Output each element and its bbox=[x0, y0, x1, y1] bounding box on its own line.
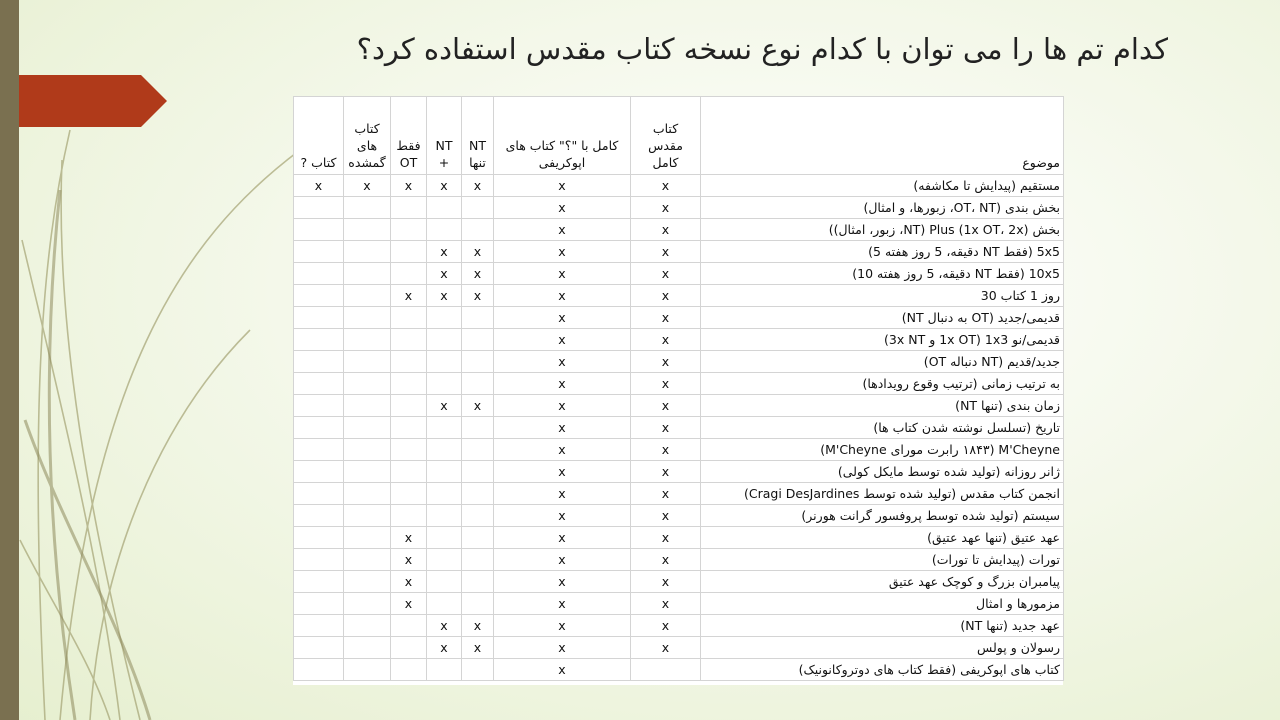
table-row bbox=[294, 329, 1064, 351]
table-cell-mark: x bbox=[427, 395, 462, 417]
table-cell-mark bbox=[462, 373, 494, 395]
table-row bbox=[294, 571, 1064, 593]
table-header-row bbox=[294, 97, 1064, 175]
table-cell-mark bbox=[294, 571, 344, 593]
table-cell-topic: مستقیم (پیدایش تا مکاشفه) bbox=[701, 175, 1064, 197]
table-cell-topic: زمان بندی (تنها NT) bbox=[701, 395, 1064, 417]
table-cell-topic: انجمن کتاب مقدس (تولید شده توسط Cragi DesJardines) bbox=[701, 483, 1064, 505]
table-cell-mark bbox=[462, 659, 494, 681]
table-cell-mark bbox=[391, 219, 427, 241]
table-row bbox=[294, 417, 1064, 439]
table-cell-mark: x bbox=[462, 175, 494, 197]
table-cell-mark bbox=[631, 659, 701, 681]
table-cell-mark bbox=[344, 219, 391, 241]
table-row bbox=[294, 615, 1064, 637]
table-row bbox=[294, 439, 1064, 461]
table-cell-mark bbox=[294, 527, 344, 549]
table-cell-mark: x bbox=[631, 615, 701, 637]
table-cell-topic: رسولان و پولس bbox=[701, 637, 1064, 659]
table-row bbox=[294, 351, 1064, 373]
table-cell-mark bbox=[294, 637, 344, 659]
table-cell-mark bbox=[294, 197, 344, 219]
slide-title: کدام تم ها را می توان با کدام نوع نسخه کتاب مقدس استفاده کرد؟ bbox=[356, 32, 1168, 66]
table-cell-mark bbox=[344, 659, 391, 681]
table-cell-mark bbox=[294, 483, 344, 505]
table-cell-mark bbox=[294, 461, 344, 483]
table-cell-topic: عهد عتیق (تنها عهد عتیق) bbox=[701, 527, 1064, 549]
table-cell-mark: x bbox=[494, 351, 631, 373]
table-cell-mark bbox=[294, 549, 344, 571]
column-header: کامل با "؟" کتاب های اپوکریفی bbox=[494, 97, 631, 175]
table-cell-mark bbox=[427, 593, 462, 615]
table-cell-mark: x bbox=[494, 549, 631, 571]
table-cell-mark bbox=[391, 505, 427, 527]
table-cell-mark bbox=[294, 263, 344, 285]
table-cell-mark bbox=[294, 417, 344, 439]
table-cell-mark: x bbox=[391, 593, 427, 615]
table-cell-mark: x bbox=[494, 615, 631, 637]
table-cell-mark: x bbox=[427, 175, 462, 197]
table-cell-mark bbox=[391, 307, 427, 329]
table-cell-mark bbox=[427, 549, 462, 571]
table-cell-mark bbox=[462, 329, 494, 351]
table-cell-topic: جدید/قدیم (NT دنباله OT) bbox=[701, 351, 1064, 373]
table-cell-mark bbox=[462, 439, 494, 461]
table-cell-mark bbox=[427, 505, 462, 527]
table-cell-mark bbox=[391, 417, 427, 439]
table-cell-mark: x bbox=[631, 263, 701, 285]
table-cell-mark: x bbox=[494, 219, 631, 241]
table-cell-mark: x bbox=[462, 241, 494, 263]
table-cell-mark bbox=[294, 351, 344, 373]
table-cell-mark bbox=[462, 461, 494, 483]
table-cell-mark bbox=[462, 417, 494, 439]
table-row bbox=[294, 593, 1064, 615]
table-cell-mark: x bbox=[631, 637, 701, 659]
table-cell-mark bbox=[427, 307, 462, 329]
table-cell-mark bbox=[462, 593, 494, 615]
table-row bbox=[294, 659, 1064, 681]
table-cell-topic: M'Cheyne (۱۸۴۳ رابرت مورای M'Cheyne) bbox=[701, 439, 1064, 461]
column-header: NT + bbox=[427, 97, 462, 175]
table-cell-mark: x bbox=[631, 329, 701, 351]
table-row bbox=[294, 373, 1064, 395]
table-cell-mark: x bbox=[294, 175, 344, 197]
table-cell-topic: ژانر روزانه (تولید شده توسط مایکل کولی) bbox=[701, 461, 1064, 483]
table-cell-mark: x bbox=[494, 637, 631, 659]
column-header: کتاب مقدس کامل bbox=[631, 97, 701, 175]
table-cell-mark: x bbox=[631, 175, 701, 197]
table-cell-mark bbox=[391, 373, 427, 395]
table-row bbox=[294, 483, 1064, 505]
table-cell-mark bbox=[344, 571, 391, 593]
table-cell-mark bbox=[427, 417, 462, 439]
table-row bbox=[294, 505, 1064, 527]
table-cell-mark bbox=[427, 373, 462, 395]
table-cell-mark bbox=[391, 659, 427, 681]
table-cell-topic: پیامبران بزرگ و کوچک عهد عتیق bbox=[701, 571, 1064, 593]
table-cell-mark: x bbox=[631, 197, 701, 219]
table-cell-mark bbox=[391, 637, 427, 659]
table-cell-mark bbox=[462, 307, 494, 329]
table-cell-mark bbox=[391, 329, 427, 351]
table-cell-mark: x bbox=[631, 351, 701, 373]
table-cell-mark: x bbox=[494, 263, 631, 285]
table-cell-mark: x bbox=[494, 373, 631, 395]
table-cell-mark: x bbox=[631, 219, 701, 241]
table-cell-mark bbox=[294, 659, 344, 681]
table-row bbox=[294, 263, 1064, 285]
table-cell-mark bbox=[344, 461, 391, 483]
table-cell-mark bbox=[344, 615, 391, 637]
table-cell-mark bbox=[344, 483, 391, 505]
table-cell-mark bbox=[391, 395, 427, 417]
table-cell-mark: x bbox=[391, 175, 427, 197]
table-cell-mark bbox=[344, 417, 391, 439]
table-cell-mark bbox=[427, 329, 462, 351]
themes-table bbox=[293, 96, 1064, 681]
table-cell-mark bbox=[391, 439, 427, 461]
table-cell-mark bbox=[427, 527, 462, 549]
table-cell-mark: x bbox=[494, 395, 631, 417]
table-cell-mark: x bbox=[391, 549, 427, 571]
table-cell-mark: x bbox=[494, 285, 631, 307]
table-cell-mark: x bbox=[631, 439, 701, 461]
table-cell-mark bbox=[294, 505, 344, 527]
table-row bbox=[294, 175, 1064, 197]
table-cell-mark bbox=[294, 241, 344, 263]
table-cell-topic: تورات (پیدایش تا تورات) bbox=[701, 549, 1064, 571]
table-cell-topic: کتاب های اپوکریفی (فقط کتاب های دوتروکانونیک) bbox=[701, 659, 1064, 681]
table-cell-mark: x bbox=[494, 417, 631, 439]
table-cell-mark: x bbox=[494, 527, 631, 549]
table-cell-mark bbox=[344, 197, 391, 219]
table-cell-mark: x bbox=[427, 263, 462, 285]
table-cell-mark: x bbox=[494, 461, 631, 483]
table-cell-mark bbox=[294, 285, 344, 307]
table-cell-mark bbox=[344, 329, 391, 351]
table-row bbox=[294, 219, 1064, 241]
table-row bbox=[294, 197, 1064, 219]
table-cell-mark bbox=[391, 263, 427, 285]
table-cell-mark bbox=[427, 439, 462, 461]
table-cell-mark: x bbox=[631, 461, 701, 483]
column-header: فقط OT bbox=[391, 97, 427, 175]
table-cell-mark bbox=[344, 593, 391, 615]
table-cell-mark: x bbox=[462, 615, 494, 637]
table-cell-mark bbox=[344, 637, 391, 659]
table-cell-mark bbox=[462, 351, 494, 373]
table-cell-mark bbox=[427, 219, 462, 241]
table-cell-mark: x bbox=[631, 373, 701, 395]
table-cell-mark bbox=[391, 197, 427, 219]
column-header: کتاب های گمشده bbox=[344, 97, 391, 175]
table-cell-mark bbox=[391, 241, 427, 263]
table-cell-mark: x bbox=[494, 483, 631, 505]
table-cell-mark: x bbox=[494, 593, 631, 615]
table-cell-mark bbox=[427, 351, 462, 373]
table-cell-mark: x bbox=[494, 175, 631, 197]
table-cell-mark bbox=[294, 439, 344, 461]
table-cell-mark bbox=[462, 483, 494, 505]
table-cell-mark bbox=[294, 307, 344, 329]
table-cell-mark: x bbox=[631, 285, 701, 307]
table-cell-topic: تاریخ (تسلسل نوشته شدن کتاب ها) bbox=[701, 417, 1064, 439]
table-cell-mark: x bbox=[494, 571, 631, 593]
red-arrow-shape bbox=[19, 75, 167, 127]
table-cell-topic: به ترتیب زمانی (ترتیب وقوع رویدادها) bbox=[701, 373, 1064, 395]
column-header: NT تنها bbox=[462, 97, 494, 175]
table-cell-topic: عهد جدید (تنها NT) bbox=[701, 615, 1064, 637]
table-cell-mark bbox=[462, 571, 494, 593]
table-cell-mark bbox=[462, 527, 494, 549]
table-cell-topic: روز 1 کتاب 30 bbox=[701, 285, 1064, 307]
table-cell-mark bbox=[294, 329, 344, 351]
table-cell-topic: سیستم (تولید شده توسط پروفسور گرانت هورنر) bbox=[701, 505, 1064, 527]
table-cell-topic: قدیمی/جدید (OT به دنبال NT) bbox=[701, 307, 1064, 329]
bible-version-table bbox=[293, 96, 1063, 685]
table-cell-mark bbox=[344, 263, 391, 285]
table-cell-mark bbox=[344, 373, 391, 395]
table-cell-mark bbox=[427, 461, 462, 483]
table-cell-mark: x bbox=[631, 395, 701, 417]
table-cell-mark bbox=[391, 351, 427, 373]
table-cell-mark bbox=[427, 483, 462, 505]
table-cell-mark: x bbox=[462, 637, 494, 659]
table-cell-mark bbox=[462, 549, 494, 571]
column-header-topic: موضوع bbox=[701, 97, 1064, 175]
table-cell-mark: x bbox=[427, 615, 462, 637]
table-cell-mark bbox=[344, 549, 391, 571]
table-cell-topic: بخش Plus (1x OT، 2x) (NT، زبور، امثال)) bbox=[701, 219, 1064, 241]
table-row bbox=[294, 527, 1064, 549]
table-cell-topic: قدیمی/نو 1x3 (1x OT و 3x NT) bbox=[701, 329, 1064, 351]
table-cell-mark bbox=[294, 615, 344, 637]
table-cell-mark bbox=[391, 461, 427, 483]
table-cell-mark: x bbox=[494, 197, 631, 219]
table-cell-mark bbox=[294, 219, 344, 241]
table-cell-mark bbox=[427, 571, 462, 593]
table-cell-topic: بخش بندی (OT، NT، زبورها، و امثال) bbox=[701, 197, 1064, 219]
table-cell-mark: x bbox=[494, 307, 631, 329]
table-cell-topic: 5x5 (فقط NT دقیقه، 5 روز هفته 5) bbox=[701, 241, 1064, 263]
table-cell-mark: x bbox=[391, 527, 427, 549]
table-cell-mark: x bbox=[427, 637, 462, 659]
table-cell-mark: x bbox=[631, 593, 701, 615]
table-cell-mark bbox=[294, 395, 344, 417]
table-cell-mark bbox=[344, 505, 391, 527]
table-row bbox=[294, 637, 1064, 659]
table-cell-mark: x bbox=[391, 285, 427, 307]
table-cell-mark: x bbox=[494, 505, 631, 527]
table-cell-mark: x bbox=[631, 483, 701, 505]
table-cell-mark bbox=[344, 241, 391, 263]
table-row bbox=[294, 395, 1064, 417]
table-cell-mark bbox=[294, 373, 344, 395]
table-cell-mark: x bbox=[494, 241, 631, 263]
table-cell-mark: x bbox=[631, 549, 701, 571]
table-cell-mark: x bbox=[462, 395, 494, 417]
table-cell-mark bbox=[427, 197, 462, 219]
table-cell-mark bbox=[344, 307, 391, 329]
column-header: کتاب ? bbox=[294, 97, 344, 175]
table-row bbox=[294, 285, 1064, 307]
table-cell-mark: x bbox=[344, 175, 391, 197]
table-cell-mark bbox=[344, 351, 391, 373]
table-cell-mark: x bbox=[494, 659, 631, 681]
table-cell-mark: x bbox=[631, 571, 701, 593]
table-cell-mark bbox=[462, 219, 494, 241]
table-cell-mark: x bbox=[391, 571, 427, 593]
table-row bbox=[294, 241, 1064, 263]
table-cell-mark: x bbox=[631, 527, 701, 549]
table-cell-mark: x bbox=[427, 241, 462, 263]
table-cell-mark: x bbox=[631, 417, 701, 439]
table-cell-mark: x bbox=[462, 263, 494, 285]
table-cell-mark: x bbox=[427, 285, 462, 307]
table-cell-mark bbox=[344, 439, 391, 461]
table-cell-mark: x bbox=[631, 241, 701, 263]
table-cell-mark bbox=[391, 615, 427, 637]
table-cell-mark bbox=[391, 483, 427, 505]
table-cell-mark bbox=[344, 527, 391, 549]
table-cell-mark bbox=[294, 593, 344, 615]
table-cell-topic: مزمورها و امثال bbox=[701, 593, 1064, 615]
table-cell-mark bbox=[344, 395, 391, 417]
table-body bbox=[294, 175, 1064, 681]
table-cell-mark: x bbox=[631, 307, 701, 329]
table-cell-mark bbox=[344, 285, 391, 307]
table-cell-mark bbox=[427, 659, 462, 681]
table-cell-mark bbox=[462, 197, 494, 219]
table-cell-topic: 10x5 (فقط NT دقیقه، 5 روز هفته 10) bbox=[701, 263, 1064, 285]
table-cell-mark: x bbox=[494, 329, 631, 351]
table-row bbox=[294, 307, 1064, 329]
table-cell-mark: x bbox=[631, 505, 701, 527]
table-cell-mark: x bbox=[494, 439, 631, 461]
table-cell-mark bbox=[462, 505, 494, 527]
table-row bbox=[294, 549, 1064, 571]
table-cell-mark: x bbox=[462, 285, 494, 307]
table-row bbox=[294, 461, 1064, 483]
